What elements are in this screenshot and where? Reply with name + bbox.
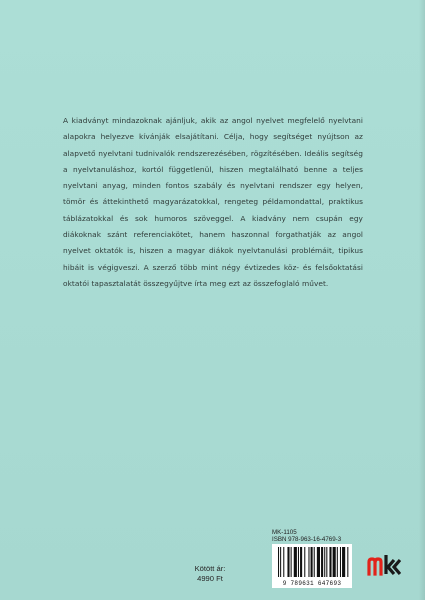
price-value: 4990 Ft [197,574,223,583]
blurb-text [63,113,363,292]
barcode-bar [308,547,309,577]
barcode-bar [291,547,292,577]
barcode-bar [337,547,338,577]
barcode-bar [278,547,279,577]
cover-edge-shadow [419,0,425,600]
barcode-bar [347,547,348,577]
price-block [175,564,245,584]
price-label: Kötött ár: [194,564,226,573]
barcode-bars [272,544,352,580]
isbn-number: ISBN 978-963-16-4769-3 [272,536,342,544]
barcode-bar [287,547,289,577]
barcode-bar [329,547,331,577]
barcode-bar [304,547,305,577]
barcode-bar [283,547,284,577]
barcode-bar [321,547,323,577]
mk-publisher-logo [367,552,401,578]
barcode-bar [300,547,302,577]
barcode-bar [311,547,313,577]
barcode-bar [342,547,345,577]
barcode [272,544,352,588]
barcode-bar [324,547,325,577]
barcode-bar [326,547,327,577]
barcode-bar [298,547,299,577]
product-code: MK-1105 [272,529,297,536]
blurb-paragraph: A kiadványt mindazoknak ajánljuk, akik az angol nyelvet megfelelő nyelvtani alapokra helyezve kívánják elsajátítani. Célja, hogy segítséget nyújtson az alapvető nyelvtani tudnivalók rendszerezésében, rögzítésében. Ideális segítség a nyelvtanuláshoz, kortól függetlenül, hiszen megtalálható benne a teljes nyelvtani anyag, minden fontos szabály és nyelvtani rendszer egy helyen, tömör és áttekinthető magyarázatokkal, rengeteg példamondattal, praktikus táblázatokkal és sok humoros szöveggel. A kiadvány nem csupán egy diákoknak szánt referenciakötet, hanem haszonnal forgathatják az angol nyelvet oktatók is, hiszen a magyar diákok nyelvtanulási problémáit, tipikus hibáit is végigveszi. A szerző több mint négy évtizedes köz- és felsőoktatási oktatói tapasztalatát összegyűjtve írta meg ezt az összefoglaló művet. [63,116,363,288]
barcode-number: 9 789631 647693 [282,580,342,587]
barcode-bar [280,547,281,577]
barcode-bar [314,547,315,577]
barcode-bar [333,547,336,577]
barcode-bar [294,547,297,577]
book-codes [272,529,352,544]
barcode-bar [317,547,320,577]
mk-logo-icon [367,552,401,578]
barcode-bar [340,547,341,577]
